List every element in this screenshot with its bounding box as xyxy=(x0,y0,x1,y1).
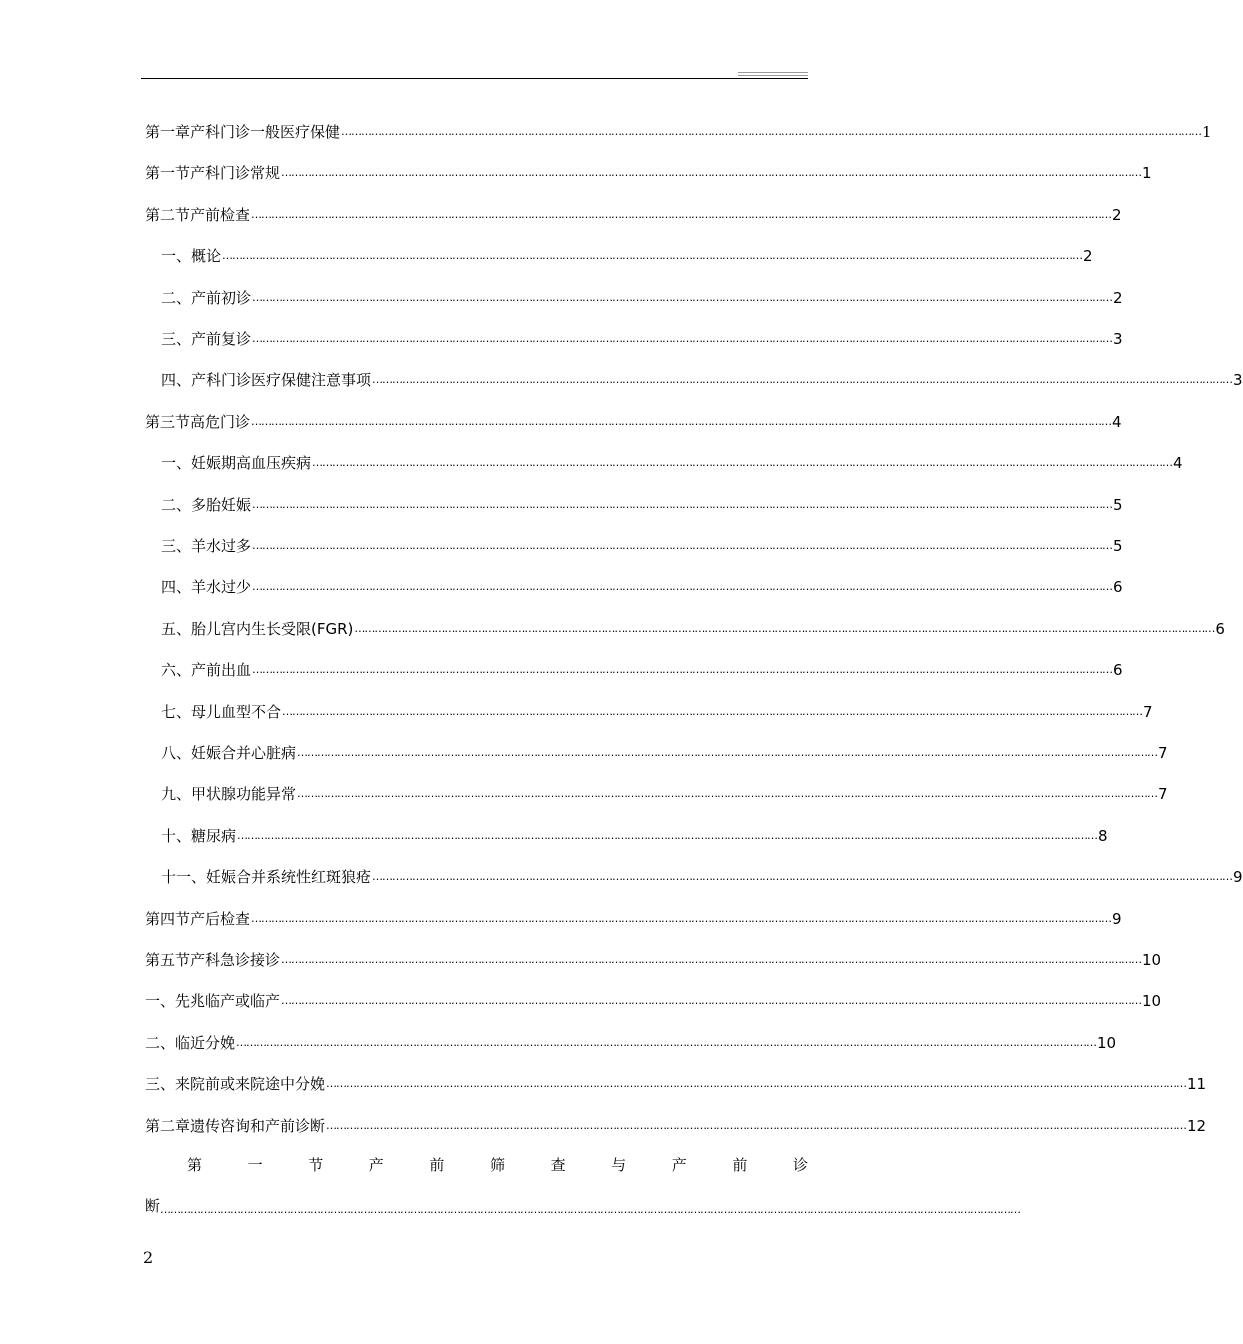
toc-entry-title: 第二章遗传咨询和产前诊断 xyxy=(145,1116,326,1135)
toc-entry[interactable] xyxy=(145,402,1122,432)
dot-leader: …………………………………………………………………………………………………………………………………………………………………………………………………………………………………… xyxy=(251,207,1112,221)
toc-entry-title: 八、妊娠合并心脏病 xyxy=(161,744,297,762)
toc-entry-page: 6 xyxy=(1215,619,1225,638)
dot-leader: …………………………………………………………………………………………………………………………………………………………………………………………………………………………………… xyxy=(251,911,1112,925)
toc-entry[interactable] xyxy=(145,485,1123,515)
toc-entry[interactable] xyxy=(145,857,1243,887)
toc-entry-page: 4 xyxy=(1112,412,1122,431)
toc-entry-page: 1 xyxy=(1142,164,1152,183)
toc-entry-title: 七、母儿血型不合 xyxy=(161,702,282,721)
toc-entry-title: 四、产科门诊医疗保健注意事项 xyxy=(161,371,372,390)
toc-entry-page: 2 xyxy=(1083,247,1093,266)
toc-entry-title: 一、先兆临产或临产 xyxy=(145,992,281,1011)
toc-entry[interactable] xyxy=(145,236,1093,266)
dot-leader: …………………………………………………………………………………………………………………………………………………………………………………………………………………………………… xyxy=(354,621,1215,635)
dot-leader: …………………………………………………………………………………………………………………………………………………………………………………………………………………………………… xyxy=(341,125,1202,138)
dot-leader: …………………………………………………………………………………………………………………………………………………………………………………………………………………………………… xyxy=(372,870,1233,884)
page-number: 2 xyxy=(143,1248,154,1267)
toc-entry[interactable] xyxy=(145,153,1152,183)
toc-entry[interactable] xyxy=(145,526,1123,556)
toc-entry[interactable] xyxy=(145,1064,1207,1094)
toc-entry-page: 10 xyxy=(1142,992,1162,1011)
toc-entry-char: 节 xyxy=(308,1156,324,1174)
dot-leader: …………………………………………………………………………………………………………………………………………………………………………………………………………………………………… xyxy=(252,580,1113,594)
toc-entry[interactable] xyxy=(145,1023,1117,1053)
toc-entry-title: 六、产前出血 xyxy=(161,661,252,680)
dot-leader: …………………………………………………………………………………………………………………………………………………………………………………………………………………………………… xyxy=(281,953,1142,966)
toc-entry[interactable] xyxy=(145,981,1162,1011)
toc-entry-page: 2 xyxy=(1112,205,1122,224)
toc-entry-char: 前 xyxy=(429,1156,445,1174)
toc-entry-title: 十一、妊娠合并系统性红斑狼疮 xyxy=(161,868,372,887)
toc-entry-title: 第二节产前检查 xyxy=(145,205,251,224)
toc-entry-page: 3 xyxy=(1113,330,1123,348)
toc-entry[interactable] xyxy=(145,774,1168,804)
toc-entry-page: 7 xyxy=(1158,744,1168,762)
toc-entry-page: 9 xyxy=(1233,868,1243,887)
toc-entry-page: 7 xyxy=(1143,702,1153,721)
toc-entry-page: 10 xyxy=(1097,1033,1117,1052)
header-decoration-line xyxy=(738,75,808,76)
toc-entry-title: 十、糖尿病 xyxy=(161,826,237,845)
toc-entry-justified xyxy=(145,1145,808,1175)
toc-entry[interactable] xyxy=(145,278,1123,308)
toc-entry-page: 4 xyxy=(1173,454,1183,473)
toc-entry-page: 5 xyxy=(1113,495,1123,514)
toc-entry-title: 三、羊水过多 xyxy=(161,537,252,555)
dot-leader: …………………………………………………………………………………………………………………………………………………………………………………………………………………………………… xyxy=(326,1118,1187,1132)
toc-entry-char: 与 xyxy=(611,1156,627,1174)
dot-leader: …………………………………………………………………………………………………………………………………………………………………………………………………………………………………… xyxy=(236,1035,1097,1049)
dot-leader: …………………………………………………………………………………………………………………………………………………………………………………………………………………………………… xyxy=(281,166,1142,180)
toc-entry-continuation xyxy=(145,1186,1021,1216)
toc-entry-page: 6 xyxy=(1113,578,1123,597)
toc-entry[interactable] xyxy=(145,112,1212,142)
toc-entry-title: 五、胎儿宫内生长受限(FGR) xyxy=(161,619,354,638)
toc-entry-title: 二、临近分娩 xyxy=(145,1033,236,1052)
header-decoration-line xyxy=(738,72,808,73)
toc-entry-page: 5 xyxy=(1113,537,1123,555)
toc-entry-title: 四、羊水过少 xyxy=(161,578,252,597)
dot-leader: …………………………………………………………………………………………………………………………………………………………………………………………………………………………………… xyxy=(252,497,1113,511)
toc-entry-title: 断 xyxy=(145,1197,161,1215)
toc-entry[interactable] xyxy=(145,319,1123,349)
dot-leader: …………………………………………………………………………………………………………………………………………………………………………………………………………………………………… xyxy=(312,456,1173,470)
toc-entry[interactable] xyxy=(145,650,1123,680)
dot-leader: …………………………………………………………………………………………………………………………………………………………………………………………………………………………………… xyxy=(237,828,1098,842)
toc-entry-title: 第一节产科门诊常规 xyxy=(145,164,281,183)
toc-entry-char: 第 xyxy=(187,1156,203,1174)
toc-entry-title: 第三节高危门诊 xyxy=(145,412,251,431)
toc-entry-char: 查 xyxy=(550,1156,566,1174)
toc-entry-page: 3 xyxy=(1233,371,1243,390)
toc-entry-title: 三、来院前或来院途中分娩 xyxy=(145,1075,326,1094)
toc-entry-title: 三、产前复诊 xyxy=(161,330,252,348)
dot-leader: …………………………………………………………………………………………………………………………………………………………………………………………………………………………………… xyxy=(282,704,1143,718)
toc-entry-page: 8 xyxy=(1098,826,1108,845)
dot-leader: …………………………………………………………………………………………………………………………………………………………………………………………………………………………………… xyxy=(251,414,1112,428)
toc-entry-page: 1 xyxy=(1202,123,1212,141)
dot-leader: …………………………………………………………………………………………………………………………………………………………………………………………………………………………………… xyxy=(297,787,1158,801)
dot-leader: …………………………………………………………………………………………………………………………………………………………………………………………………………………………………… xyxy=(297,746,1158,759)
toc-entry-title: 第一章产科门诊一般医疗保健 xyxy=(145,123,341,141)
toc-entry[interactable] xyxy=(145,609,1225,639)
toc-entry-title: 一、概论 xyxy=(161,247,222,266)
toc-entry-page: 10 xyxy=(1142,951,1162,969)
toc-entry-char: 前 xyxy=(732,1156,748,1174)
toc-entry[interactable] xyxy=(145,195,1122,225)
toc-entry[interactable] xyxy=(145,733,1168,763)
toc-entry[interactable] xyxy=(145,692,1153,722)
toc-entry[interactable] xyxy=(145,816,1108,846)
dot-leader: …………………………………………………………………………………………………………………………………………………………………………………………………………………………………… xyxy=(252,290,1113,304)
toc-entry-title: 第四节产后检查 xyxy=(145,909,251,928)
toc-entry-title: 二、产前初诊 xyxy=(161,288,252,307)
dot-leader: …………………………………………………………………………………………………………………………………………………………………………………………………………………………………… xyxy=(326,1077,1187,1091)
toc-entry-char: 产 xyxy=(368,1156,384,1174)
toc-entry-page: 6 xyxy=(1113,661,1123,680)
header-rule xyxy=(141,78,808,79)
toc-entry-char: 一 xyxy=(247,1156,263,1174)
toc-entry-title: 九、甲状腺功能异常 xyxy=(161,785,297,804)
toc-entry-page: 9 xyxy=(1112,909,1122,928)
dot-leader: …………………………………………………………………………………………………………………………………………………………………………………………………………………………………… xyxy=(281,994,1142,1008)
dot-leader: …………………………………………………………………………………………………………………………………………………………………………………………………………………………………… xyxy=(372,373,1233,387)
dot-leader: …………………………………………………………………………………………………………………………………………………………………………………………………………………………………… xyxy=(252,539,1113,552)
toc-entry-page: 12 xyxy=(1187,1116,1207,1135)
toc-entry-char: 筛 xyxy=(489,1156,505,1174)
toc-entry-page: 7 xyxy=(1158,785,1168,804)
toc-entry-char: 产 xyxy=(671,1156,687,1174)
toc-entry-page: 11 xyxy=(1187,1075,1207,1094)
toc-entry-title: 二、多胎妊娠 xyxy=(161,495,252,514)
dot-leader: …………………………………………………………………………………………………………………………………………………………………………………………………………………………………… xyxy=(222,249,1083,263)
toc-entry[interactable] xyxy=(145,899,1122,929)
toc-entry[interactable] xyxy=(145,1106,1207,1136)
toc-entry[interactable] xyxy=(145,360,1243,390)
dot-leader: …………………………………………………………………………………………………………………………………………………………………………………………………………………………………… xyxy=(160,1203,1021,1216)
toc-entry[interactable] xyxy=(145,443,1183,473)
toc-entry[interactable] xyxy=(145,567,1123,597)
toc-entry-title: 一、妊娠期高血压疾病 xyxy=(161,454,312,473)
toc-entry-title: 第五节产科急诊接诊 xyxy=(145,951,281,969)
toc-entry[interactable] xyxy=(145,940,1162,970)
toc-entry-page: 2 xyxy=(1113,288,1123,307)
toc-entry-char: 诊 xyxy=(792,1156,808,1174)
dot-leader: …………………………………………………………………………………………………………………………………………………………………………………………………………………………………… xyxy=(252,663,1113,677)
dot-leader: …………………………………………………………………………………………………………………………………………………………………………………………………………………………………… xyxy=(252,332,1113,345)
